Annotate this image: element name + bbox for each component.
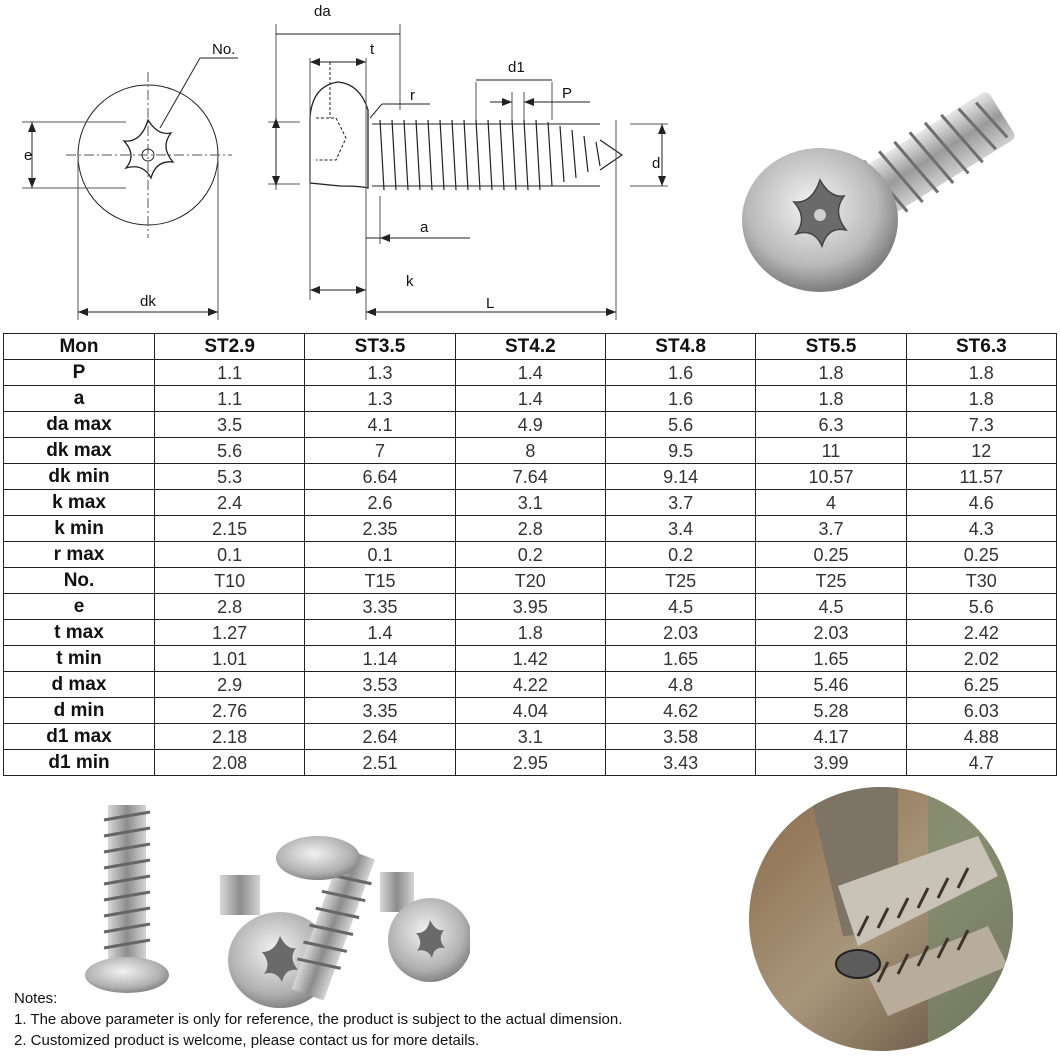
table-cell: 4.8 [605, 672, 755, 698]
table-cell: 1.65 [605, 646, 755, 672]
table-cell: 1.27 [155, 620, 305, 646]
row-label: dk min [4, 464, 155, 490]
table-cell: 1.8 [455, 620, 605, 646]
table-cell: 1.3 [305, 360, 455, 386]
label-p: P [562, 85, 573, 102]
table-cell: 4.1 [305, 412, 455, 438]
table-cell: 2.35 [305, 516, 455, 542]
table-cell: 12 [906, 438, 1056, 464]
table-cell: 4.5 [605, 594, 755, 620]
table-cell: 3.35 [305, 594, 455, 620]
table-cell: 7.3 [906, 412, 1056, 438]
table-cell: 3.4 [605, 516, 755, 542]
table-cell: 4.5 [756, 594, 906, 620]
row-label: da max [4, 412, 155, 438]
table-cell: 1.4 [455, 386, 605, 412]
table-cell: 1.01 [155, 646, 305, 672]
label-no: No. [212, 41, 236, 58]
table-cell: T10 [155, 568, 305, 594]
table-cell: 2.15 [155, 516, 305, 542]
table-cell: 11 [756, 438, 906, 464]
table-cell: 0.1 [305, 542, 455, 568]
note-item: 1. The above parameter is only for reference, the product is subject to the actual dimension. [14, 1011, 623, 1028]
label-r: r [410, 87, 415, 104]
table-row [4, 750, 1057, 776]
table-cell: 1.3 [305, 386, 455, 412]
label-d1: d1 [508, 59, 525, 76]
table-row [4, 516, 1057, 542]
header-cell-size: ST2.9 [155, 334, 305, 360]
table-cell: 11.57 [906, 464, 1056, 490]
table-cell: 2.03 [756, 620, 906, 646]
table-cell: 4.17 [756, 724, 906, 750]
table-cell: 5.6 [155, 438, 305, 464]
table-cell: 8 [455, 438, 605, 464]
table-cell: 0.2 [455, 542, 605, 568]
table-cell: 5.6 [605, 412, 755, 438]
table-row [4, 646, 1057, 672]
table-row [4, 360, 1057, 386]
row-label: dk max [4, 438, 155, 464]
table-cell: 2.6 [305, 490, 455, 516]
row-label: P [4, 360, 155, 386]
table-cell: 5.6 [906, 594, 1056, 620]
header-cell-model: Mon [4, 334, 155, 360]
table-cell: 1.6 [605, 386, 755, 412]
table-cell: 3.1 [455, 724, 605, 750]
table-row [4, 568, 1057, 594]
table-row [4, 542, 1057, 568]
photo-pliers-gripping-screw [748, 786, 1014, 1052]
table-cell: 3.43 [605, 750, 755, 776]
header-cell-size: ST5.5 [756, 334, 906, 360]
table-cell: 1.8 [906, 360, 1056, 386]
table-cell: 2.8 [155, 594, 305, 620]
table-cell: 2.9 [155, 672, 305, 698]
table-row [4, 464, 1057, 490]
table-header-row [4, 334, 1057, 360]
table-cell: 1.1 [155, 360, 305, 386]
row-label: e [4, 594, 155, 620]
label-t: t [370, 41, 375, 58]
specification-table [3, 333, 1057, 776]
label-k: k [406, 273, 414, 290]
notes-section [14, 988, 622, 1051]
screw-threads [380, 120, 600, 190]
table-row [4, 672, 1057, 698]
header-cell-size: ST6.3 [906, 334, 1056, 360]
table-row [4, 490, 1057, 516]
table-cell: 4.22 [455, 672, 605, 698]
table-row [4, 412, 1057, 438]
label-d: d [652, 155, 661, 172]
table-cell: 3.35 [305, 698, 455, 724]
row-label: d1 min [4, 750, 155, 776]
table-cell: 3.7 [605, 490, 755, 516]
table-cell: T20 [455, 568, 605, 594]
table-cell: 1.8 [756, 360, 906, 386]
label-a: a [420, 219, 429, 236]
table-cell: 9.5 [605, 438, 755, 464]
table-cell: 2.51 [305, 750, 455, 776]
table-cell: 3.7 [756, 516, 906, 542]
table-cell: T25 [756, 568, 906, 594]
table-cell: 4.04 [455, 698, 605, 724]
row-label: d min [4, 698, 155, 724]
table-cell: 2.4 [155, 490, 305, 516]
table-cell: 4.7 [906, 750, 1056, 776]
table-cell: 10.57 [756, 464, 906, 490]
table-cell: 2.42 [906, 620, 1056, 646]
table-cell: 3.53 [305, 672, 455, 698]
table-cell: T30 [906, 568, 1056, 594]
table-cell: 7.64 [455, 464, 605, 490]
table-cell: 4.6 [906, 490, 1056, 516]
row-label: t max [4, 620, 155, 646]
row-label: r max [4, 542, 155, 568]
header-cell-size: ST4.8 [605, 334, 755, 360]
table-cell: 4.9 [455, 412, 605, 438]
table-cell: 3.99 [756, 750, 906, 776]
row-label: No. [4, 568, 155, 594]
table-cell: 2.03 [605, 620, 755, 646]
table-cell: 1.65 [756, 646, 906, 672]
screw-head-side-view [310, 82, 368, 188]
table-cell: 3.58 [605, 724, 755, 750]
row-label: d1 max [4, 724, 155, 750]
table-cell: 6.03 [906, 698, 1056, 724]
table-cell: 1.6 [605, 360, 755, 386]
table-cell: 2.64 [305, 724, 455, 750]
table-cell: 4.3 [906, 516, 1056, 542]
note-item: 2. Customized product is welcome, please contact us for more details. [14, 1032, 480, 1049]
table-cell: T25 [605, 568, 755, 594]
table-cell: 1.8 [906, 386, 1056, 412]
table-row [4, 438, 1057, 464]
screw-technical-drawing [0, 0, 680, 330]
table-cell: 2.02 [906, 646, 1056, 672]
table-row [4, 698, 1057, 724]
table-cell: 6.25 [906, 672, 1056, 698]
table-cell: 0.25 [906, 542, 1056, 568]
table-cell: 1.4 [305, 620, 455, 646]
table-cell: 5.28 [756, 698, 906, 724]
table-cell: 0.2 [605, 542, 755, 568]
table-cell: 2.76 [155, 698, 305, 724]
table-cell: 1.8 [756, 386, 906, 412]
label-da: da [314, 3, 331, 20]
table-cell: 3.95 [455, 594, 605, 620]
table-cell: 6.3 [756, 412, 906, 438]
table-cell: 4.62 [605, 698, 755, 724]
table-cell: 2.95 [455, 750, 605, 776]
row-label: d max [4, 672, 155, 698]
table-cell: 2.18 [155, 724, 305, 750]
header-cell-size: ST3.5 [305, 334, 455, 360]
table-cell: 2.8 [455, 516, 605, 542]
table-cell: 6.64 [305, 464, 455, 490]
header-cell-size: ST4.2 [455, 334, 605, 360]
label-dk: dk [140, 293, 156, 310]
table-cell: 5.46 [756, 672, 906, 698]
table-cell: 3.1 [455, 490, 605, 516]
table-cell: 1.14 [305, 646, 455, 672]
table-row [4, 724, 1057, 750]
table-cell: 7 [305, 438, 455, 464]
row-label: k min [4, 516, 155, 542]
row-label: a [4, 386, 155, 412]
table-cell: T15 [305, 568, 455, 594]
product-photo-screw [720, 70, 1050, 310]
table-cell: 1.42 [455, 646, 605, 672]
table-cell: 5.3 [155, 464, 305, 490]
table-cell: 1.1 [155, 386, 305, 412]
table-cell: 9.14 [605, 464, 755, 490]
table-row [4, 386, 1057, 412]
label-l: L [486, 295, 495, 312]
table-cell: 0.25 [756, 542, 906, 568]
row-label: t min [4, 646, 155, 672]
table-cell: 3.5 [155, 412, 305, 438]
row-label: k max [4, 490, 155, 516]
table-row [4, 620, 1057, 646]
table-cell: 2.08 [155, 750, 305, 776]
table-cell: 4 [756, 490, 906, 516]
table-cell: 0.1 [155, 542, 305, 568]
label-e: e [24, 147, 33, 164]
table-cell: 1.4 [455, 360, 605, 386]
notes-title: Notes: [14, 990, 58, 1007]
table-cell: 4.88 [906, 724, 1056, 750]
table-row [4, 594, 1057, 620]
